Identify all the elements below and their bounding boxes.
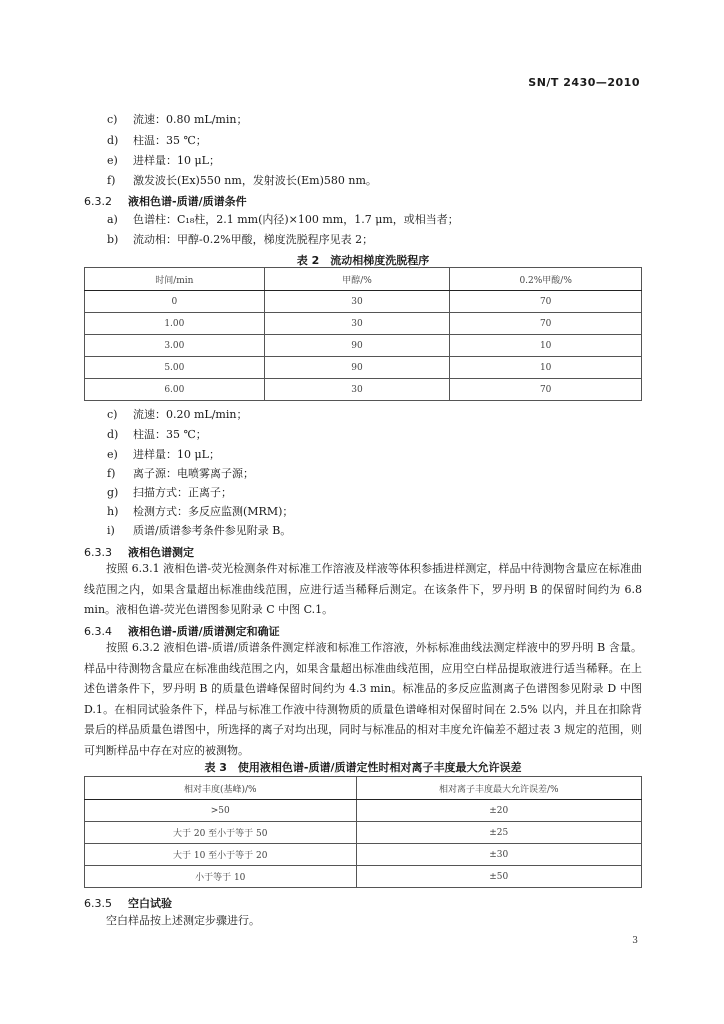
list-text: 检测方式：多反应监测(MRM)；: [133, 505, 294, 518]
list-text: 流动相：甲醇-0.2%甲酸，梯度洗脱程序见表 2；: [133, 233, 374, 246]
table-cell: ±20: [356, 800, 641, 822]
list-item: [107, 174, 377, 187]
list-item: [107, 524, 291, 537]
list-marker: f): [107, 467, 116, 480]
list-text: 激发波长(Ex)550 nm，发射波长(Em)580 nm。: [133, 174, 377, 187]
list-item: [107, 233, 373, 246]
list-marker: e): [107, 154, 118, 167]
table2-caption: 表 2 流动相梯度洗脱程序: [296, 254, 430, 267]
list-marker: c): [107, 408, 118, 421]
table-cell: 30: [264, 291, 450, 313]
table-row: [85, 822, 642, 844]
list-text: 进样量：10 μL；: [133, 448, 220, 461]
list-text: 流速：0.20 mL/min；: [133, 408, 248, 421]
table-cell: 6.00: [85, 379, 265, 401]
section-number: 6.3.4: [84, 625, 112, 638]
list-marker: b): [107, 233, 119, 246]
list-text: 色谱柱：C₁₈柱，2.1 mm(内径)×100 mm，1.7 μm，或相当者；: [133, 213, 459, 226]
section-number: 6.3.2: [84, 195, 112, 208]
table-header-cell: 相对离子丰度最大允许误差/%: [356, 777, 641, 800]
list-marker: i): [107, 524, 115, 537]
list-marker: a): [107, 213, 118, 226]
section-title: 液相色谱-质谱/质谱条件: [128, 195, 247, 208]
section-heading-6-3-3: [84, 544, 194, 560]
section-heading-6-3-5: [84, 895, 172, 911]
section-number: 6.3.5: [84, 897, 112, 910]
list-item: [107, 213, 459, 226]
paragraph-6-3-5: 空白样品按上述测定步骤进行。: [106, 914, 260, 927]
table-row: [85, 379, 642, 401]
table-cell: ±25: [356, 822, 641, 844]
list-marker: d): [107, 428, 119, 441]
list-item: [107, 505, 293, 518]
list-item: [107, 428, 207, 441]
list-item: [107, 467, 254, 480]
list-text: 离子源：电喷雾离子源；: [133, 467, 254, 480]
table-cell: 30: [264, 313, 450, 335]
list-text: 柱温：35 ℃；: [133, 428, 207, 441]
table-cell: 0: [85, 291, 265, 313]
table-cell: >50: [85, 800, 357, 822]
paragraph-6-3-4: 按照 6.3.2 液相色谱-质谱/质谱条件测定样液和标准工作溶液，外标标准曲线法测定样液中的罗丹明 B 含量。样品中待测物含量应在标准曲线范围之内，如果含量超出标准曲线范围，应用空白样品提取液进行适当稀释。在上述色谱条件下，罗丹明 B 的质量色谱峰保留时间约为 4.3 min。标准品的多反应监测离子色谱图参见附录 D 中图 D.1。在相同试验条件下，样品与标准工作液中待测物质的质量色谱峰相对保留时间在 2.5% 以内，并且在扣除背景后的样品质量色谱图中，所选择的离子对均出现，同时与标准品的相对丰度允许偏差不超过表 3 规定的范围，则可判断样品中存在对应的被测物。: [84, 641, 642, 757]
table3: [84, 776, 642, 888]
table-cell: 90: [264, 335, 450, 357]
list-item: [107, 486, 232, 499]
table-cell: 大于 10 至小于等于 20: [85, 844, 357, 866]
list-item: [107, 113, 247, 126]
list-text: 扫描方式：正离子；: [133, 486, 232, 499]
table-cell: 5.00: [85, 357, 265, 379]
table-cell: ±50: [356, 866, 641, 888]
table-cell: 小于等于 10: [85, 866, 357, 888]
list-marker: h): [107, 505, 119, 518]
paragraph-6-3-3: 按照 6.3.1 液相色谱-荧光检测条件对标准工作溶液及样液等体积参插进样测定，样品中待测物含量应在标准曲线范围之内，如果含量超出标准曲线范围，应进行适当稀释后测定。在该条件下，罗丹明 B 的保留时间约为 6.8 min。液相色谱-荧光色谱图参见附录 C 中图 C.1。: [84, 562, 642, 617]
section-title: 液相色谱-质谱/质谱测定和确证: [128, 625, 280, 638]
list-text: 进样量：10 μL；: [133, 154, 220, 167]
table-cell: 70: [450, 379, 642, 401]
list-marker: c): [107, 113, 118, 126]
table-row: [85, 313, 642, 335]
table-cell: 10: [450, 357, 642, 379]
list-item: [107, 448, 220, 461]
table-header-cell: 时间/min: [85, 268, 265, 291]
table-cell: 1.00: [85, 313, 265, 335]
section-number: 6.3.3: [84, 546, 112, 559]
list-marker: f): [107, 174, 116, 187]
list-marker: d): [107, 134, 119, 147]
table-cell: 10: [450, 335, 642, 357]
section-title: 液相色谱测定: [128, 546, 194, 559]
table-row: [85, 844, 642, 866]
table2: [84, 267, 642, 401]
list-item: [107, 408, 247, 421]
list-item: [107, 134, 207, 147]
table-row: [85, 335, 642, 357]
page-number: 3: [632, 936, 638, 946]
table-cell: ±30: [356, 844, 641, 866]
table-row: [85, 866, 642, 888]
table-cell: 90: [264, 357, 450, 379]
list-marker: g): [107, 486, 119, 499]
table3-caption: 表 3 使用液相色谱-质谱/质谱定性时相对离子丰度最大允许误差: [204, 761, 522, 774]
list-item: [107, 154, 220, 167]
list-text: 质谱/质谱参考条件参见附录 B。: [133, 524, 292, 537]
section-title: 空白试验: [128, 897, 172, 910]
table-cell: 70: [450, 313, 642, 335]
table-cell: 30: [264, 379, 450, 401]
table-row: [85, 291, 642, 313]
table-header-cell: 相对丰度(基峰)/%: [85, 777, 357, 800]
table-row: [85, 800, 642, 822]
table-row: [85, 357, 642, 379]
table-cell: 70: [450, 291, 642, 313]
table-cell: 3.00: [85, 335, 265, 357]
document-header: SN/T 2430—2010: [528, 76, 640, 89]
section-heading-6-3-2: [84, 193, 247, 209]
table-header-cell: 甲醇/%: [264, 268, 450, 291]
section-heading-6-3-4: [84, 623, 280, 639]
list-marker: e): [107, 448, 118, 461]
list-text: 流速：0.80 mL/min；: [133, 113, 248, 126]
list-text: 柱温：35 ℃；: [133, 134, 207, 147]
table-cell: 大于 20 至小于等于 50: [85, 822, 357, 844]
table-header-cell: 0.2%甲酸/%: [450, 268, 642, 291]
